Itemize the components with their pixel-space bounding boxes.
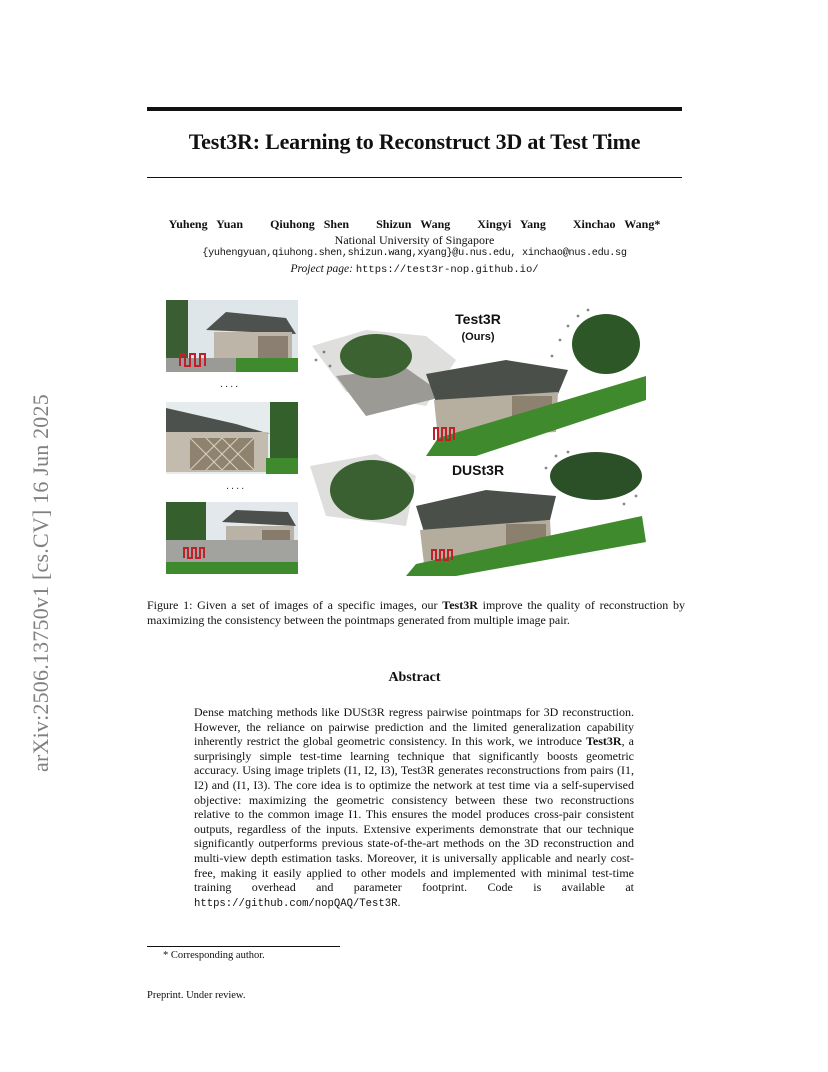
title-rule-top [147,107,682,111]
abstract-text: Dense matching methods like DUSt3R regress pairwise pointmaps for 3D reconstruction. However, the reliance on pairwise prediction and the limited generalization capability inherently restrict the global geometric consistency. In this work, we introduce [194,705,634,749]
dust3r-reconstruction [306,446,646,576]
code-link[interactable]: https://github.com/nopQAQ/Test3R [194,897,398,910]
project-label: Project page: [290,263,353,275]
author: Xinchao Wang* [572,217,661,231]
author: Xingyi Yang [477,217,546,231]
input-image-1 [166,300,298,372]
ellipsis: .... [220,378,241,390]
caption-text: improve the quality of reconstruction by maximizing the consistency between the pointmaps generated from multiple image pair. [147,598,685,627]
title-rule-bottom [147,177,682,178]
author-emails: {yuhengyuan,qiuhong.shen,shizun.wang,xyang}@u.nus.edu, xinchao@nus.edu.sg [202,248,627,259]
author: Shizun Wang [376,217,451,231]
abstract-bold: Test3R [586,734,622,749]
author: Qiuhong Shen [270,217,350,231]
label-dust3r: DUSt3R [451,462,505,478]
input-image-3 [166,502,298,574]
project-link[interactable]: https://test3r-nop.github.io/ [355,264,539,276]
footnote-rule [147,946,340,947]
paper-title: Test3R: Learning to Reconstruct 3D at Test Time [188,129,641,154]
arxiv-stamp: arXiv:2506.13750v1 [cs.CV] 16 Jun 2025 [28,394,53,772]
caption-text: Figure 1: Given a set of images of a specific images, our [147,598,443,612]
input-image-2 [166,402,298,474]
footnote: * Corresponding author. [163,950,265,961]
abstract-text: . [397,894,401,909]
caption-bold: Test3R [442,598,478,612]
abstract-heading: Abstract [388,670,441,685]
test3r-reconstruction [306,296,646,456]
preprint-notice: Preprint. Under review. [147,990,246,1001]
abstract-text: , a surprisingly simple test-time learning technique that significantly boosts geometric accuracy. Using image triplets (I1, I2, I3), Test3R generates reconstructions from pairs (I1, I2) and (I1, I3). The core idea is to optimize the network at test time via a self-supervised objective: maximizing the geometric consistency between these two reconstructions relative to the common image I1. This ensures the model produces cross-pair consistent outputs, regardless of the inputs. Extensive experiments demonstrate that our technique significantly outperforms previous state-of-the-art methods on the 3D reconstruction and multi-view depth estimation tasks. Moreover, it is universally applicable and nearly cost-free, making it easily applied to other models and implemented with minimal test-time training overhead and parameter footprint. Code is available at [194,734,635,895]
label-test3r: Test3R [455,311,501,327]
project-line [147,263,682,276]
author: Yuheng Yuan [168,217,244,231]
ellipsis: .... [226,480,247,492]
author-list [147,217,682,232]
figure-caption [147,598,685,628]
label-ours: (Ours) [461,331,495,343]
abstract-body [194,705,634,911]
affiliation: National University of Singapore [334,233,495,247]
